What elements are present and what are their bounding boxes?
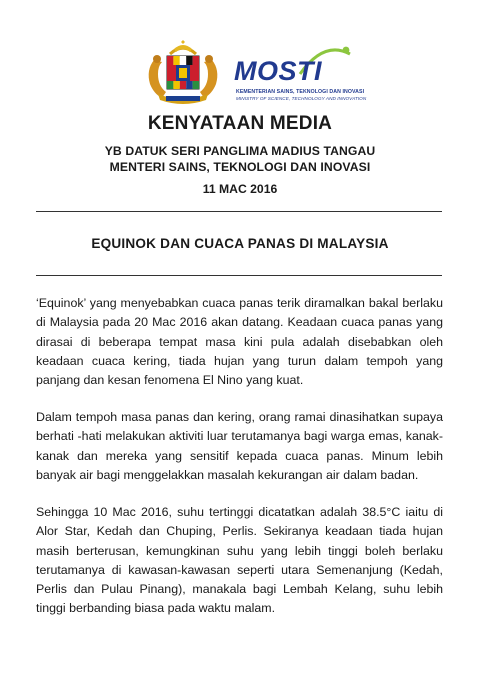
mosti-logo [234,44,367,104]
malaysia-coat-of-arms-icon [140,40,226,106]
logo-subtitle-english: MINISTRY OF SCIENCE, TECHNOLOGY AND INNOVATION [236,96,367,101]
logo-wordmark: MOSTI [234,56,322,86]
body-paragraph-1: ‘Equinok’ yang menyebabkan cuaca panas terik diramalkan bakal berlaku di Malaysia pada 20 Mac 2016 akan datang. Keadaan cuaca panas yang dirasai di beberapa tempat masa kini pula adalah disebabkan oleh keadaan cuaca kering, tiada hujan yang turun dalam tempoh yang panjang dan kesan fenomena El Nino yang kuat. [36,296,443,388]
release-heading: EQUINOK DAN CUACA PANAS DI MALAYSIA [91,236,389,251]
logo-subtitle-malay: KEMENTERIAN SAINS, TEKNOLOGI DAN INOVASI [236,89,365,95]
divider-top [36,211,442,212]
body-paragraph-3: Sehingga 10 Mac 2016, suhu tertinggi dicatatkan adalah 38.5°C iaitu di Alor Star, Kedah dan Chuping, Perlis. Sekiranya keadaan tiada hujan masih berterusan, kemungkinan suhu yang lebih tinggi boleh berlaku terutamanya di kawasan-kawasan seperti utara Semenanjung (Kedah, Perlis dan Pulau Pinang), manakala bagi Lembah Kelang, suhu lebih tinggi berbanding biasa pada waktu malam. [36,505,443,616]
speaker-position: MENTERI SAINS, TEKNOLOGI DAN INOVASI [109,160,371,174]
document-title: KENYATAAN MEDIA [147,113,333,134]
body-paragraph-2: Dalam tempoh masa panas dan kering, orang ramai dinasihatkan supaya berhati -hati melakukan aktiviti luar terutamanya bagi warga emas, kanak-kanak dan mereka yang sensitif kepada cuaca panas. Minum lebih banyak air bagi menggelakkan masalah kekurangan air dalam badan. [36,410,443,482]
divider-bottom [36,275,442,276]
speaker-name: YB DATUK SERI PANGLIMA MADIUS TANGAU [104,144,376,158]
release-date: 11 MAC 2016 [202,182,278,196]
